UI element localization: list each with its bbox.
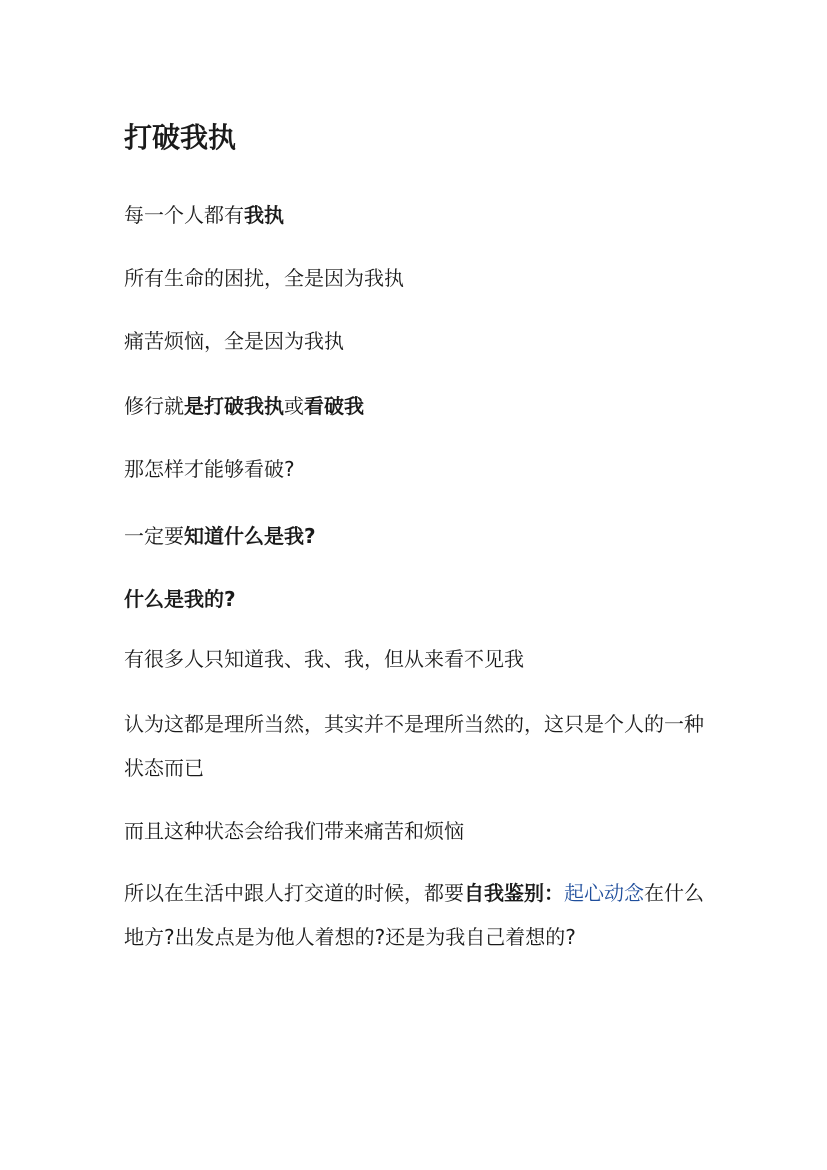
paragraph-2 <box>124 256 714 300</box>
text: 一定要 <box>124 524 184 548</box>
link-qixin-dongnian[interactable]: 起心动念 <box>564 881 644 905</box>
bold-text: 什么是我的? <box>124 587 236 611</box>
text: 每一个人都有 <box>124 203 244 227</box>
paragraph-8 <box>124 637 714 681</box>
bold-text: 自我鉴别： <box>464 881 564 905</box>
text: 有很多人只知道我、我、我，但从来看不见我 <box>124 647 524 671</box>
text: 而且这种状态会给我们带来痛苦和烦恼 <box>124 819 464 843</box>
paragraph-6 <box>124 514 714 558</box>
text: 或 <box>284 394 304 418</box>
text: 那怎样才能够看破? <box>124 457 295 481</box>
bold-text: 是打破我执 <box>184 394 284 418</box>
paragraph-9 <box>124 702 714 790</box>
text: 在什么地方?出发点是为他人着想的?还是为我自己着想的? <box>124 881 704 949</box>
paragraph-4 <box>124 384 714 428</box>
paragraph-11 <box>124 871 714 959</box>
text: 所有生命的困扰，全是因为我执 <box>124 266 404 290</box>
paragraph-3 <box>124 319 714 363</box>
bold-text: 看破我 <box>304 394 364 418</box>
paragraph-1 <box>124 193 714 237</box>
text: 认为这都是理所当然，其实并不是理所当然的，这只是个人的一种状态而已 <box>124 712 704 780</box>
paragraph-5 <box>124 447 714 491</box>
paragraph-7 <box>124 577 714 621</box>
bold-text: 我执 <box>244 203 284 227</box>
text: 所以在生活中跟人打交道的时候，都要 <box>124 881 464 905</box>
bold-text: 知道什么是我? <box>184 524 316 548</box>
paragraph-10 <box>124 809 714 853</box>
page-title: 打破我执 <box>124 121 237 154</box>
text: 修行就 <box>124 394 184 418</box>
text: 痛苦烦恼，全是因为我执 <box>124 329 344 353</box>
